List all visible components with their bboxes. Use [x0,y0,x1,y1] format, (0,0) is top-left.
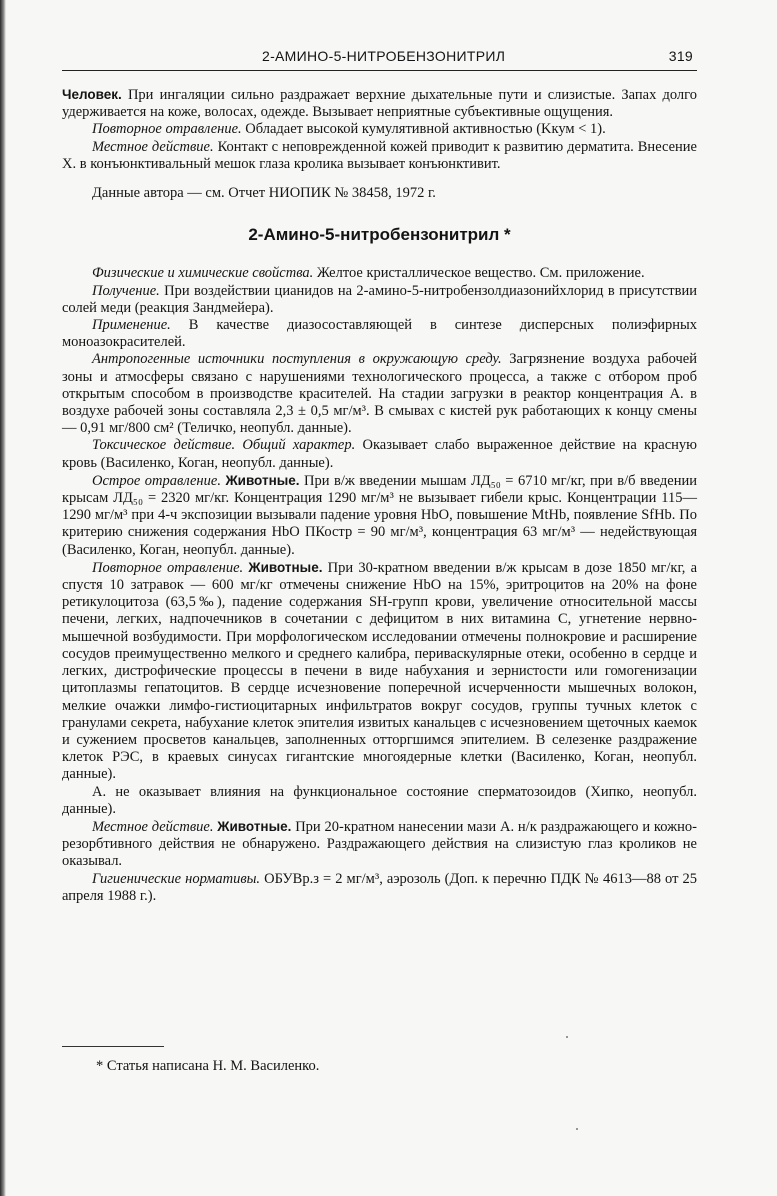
article-paragraph [62,265,697,282]
running-title: 2-АМИНО-5-НИТРОБЕНЗОНИТРИЛ [262,48,506,64]
human-paragraph [62,86,697,121]
paragraph-text: При в/ж введении мышам ЛД₅₀ = 6710 мг/кг, при в/б введении крысам ЛД₅₀ = 2320 мг/кг. Концентрация 1290 мг/м³ не вызывает гибели крыс. Концентрации 115—1290 мг/м³ при 4-ч экспозиции вызывали падение уровня HbO, повышение MtHb, появление SfHb. По критерию снижения содержания HbO ПКостр = 90 мг/м³, концентрация 63 мг/м³ — недействующая (Василенко, Коган, неопубл. данные). [62,472,697,558]
book-spine-shadow [0,0,6,1196]
article-paragraph [62,818,697,871]
repeated-text: Обладает высокой кумулятивной активностью (Kкум < 1). [245,121,606,138]
paragraph-text: В качестве диазосоставляющей в синтезе дисперсных полиэфирных моноазокрасителей. [62,317,698,351]
paragraph-subject: Животные. [248,559,323,575]
paragraph-text: При 30-кратном введении в/ж крысам в дозе 1850 мг/кг, а спустя 10 затравок — 600 мг/кг отмечены снижение HbO на 15%, эритроцитов на 20% на фоне ретикулоцитоза (63,5‰), падение содержания SH-групп крови, увеличение относительной массы печени, легких, надпочечников в сочетании с дефицитом в них витамина С, угнетение нервно-мышечной возбудимости. При морфологическом исследовании отмечены полнокровие и расширение сосудов преимущественно мелкого и среднего калибра, периваскулярные отеки, особенно в сердце и легких, дистрофические процессы в печени в виде набухания и зернистости или гомогенизации цитоплазмы гепатоцитов. В сердце исчезновение поперечной исчерченности мышечных волокон, мелкие очажки лимфо-гистиоцитарных инфильтратов вокруг сосудов, группы тучных клеток с гранулами секрета, набухание клеток эпителия извитых канальцев с исчезновением щеточных каемок и сужением просветов канальцев, заполненных отторгшимся эпителием. В селезенке раздражение клеток РЭС, в краевых синусах гигантские многоядерные клетки (Василенко, Коган, неопубл. данные). [62,559,698,783]
page-number: 319 [668,48,693,64]
paragraph-label: Повторное отравление. [92,559,244,576]
running-header [62,46,697,71]
scan-speck [576,1128,578,1130]
article-paragraph [62,472,697,559]
paragraph-text: Желтое кристаллическое вещество. См. приложение. [316,265,645,282]
article-paragraph [62,437,697,471]
paragraph-text: Загрязнение воздуха рабочей зоны и атмосферы связано с нарушениями технологического процесса, а также с отбором проб открытым способом в производстве красителей. На стадии загрузки в реактор концентрация А. в воздухе рабочей зоны составляла 2,3 ± 0,5 мг/м³. В смывах с кистей рук работающих к концу смены — 0,91 мг/800 см² (Теличко, неопубл. данные). [62,351,697,437]
article-paragraphs [62,265,697,905]
paragraph-text: Оказывает слабо выраженное действие на красную кровь (Василенко, Коган, неопубл. данные). [62,437,698,471]
paragraph-subject: Животные. [225,472,300,488]
article-paragraph [62,317,697,351]
scan-speck [566,1036,568,1038]
paragraph-text: А. не оказывает влияния на функциональное состояние сперматозоидов (Хипко, неопубл. данные). [62,783,697,817]
paragraph-label: Местное действие. [92,818,214,835]
paragraph-label: Физические и химические свойства. [92,265,314,282]
paragraph-label: Токсическое действие. Общий характер. [92,437,356,454]
page-body [62,86,697,905]
paragraph-label: Антропогенные источники поступления в окружающую среду. [92,351,502,368]
paragraph-text: ОБУВр.з = 2 мг/м³, аэрозоль (Доп. к перечню ПДК № 4613—88 от 25 апреля 1988 г.). [62,870,697,904]
article-title: 2-Амино-5-нитробензонитрил * [248,225,511,245]
paragraph-label: Гигиенические нормативы. [92,870,261,887]
article-paragraph [62,871,697,905]
paragraph-label: Острое отравление. [92,472,221,489]
repeated-poisoning-paragraph [62,121,697,138]
paragraph-text: При воздействии цианидов на 2-амино-5-нитробензолдиазонийхлорид в присутствии солей меди (реакция Зандмейера). [62,282,698,316]
repeated-label: Повторное отравление. [92,121,242,138]
article-paragraph [62,784,697,818]
paragraph-subject: Животные. [217,818,292,834]
article-paragraph [62,351,697,437]
paragraph-text: При 20-кратном нанесении мази А. н/к раздражающего и кожно-резорбтивного действия не обнаружено. Раздражающего действия на слизистую глаз кроликов не оказывал. [62,818,697,870]
local-action-paragraph [62,139,697,173]
paragraph-label: Применение. [92,317,171,334]
local-label: Местное действие. [92,138,214,155]
local-text: Контакт с неповрежденной кожей приводит к развитию дерматита. Внесение Х. в конъюнктивальный мешок глаза кролика вызывает конъюнктивит. [62,138,697,172]
footnote-rule [62,1046,164,1047]
footnote: * Статья написана Н. М. Василенко. [96,1058,320,1074]
article-paragraph [62,559,697,784]
author-reference: Данные автора — см. Отчет НИОПИК № 38458, 1972 г. [92,185,436,202]
paragraph-label: Получение. [92,282,160,299]
human-label: Человек. [62,87,122,102]
human-text: При ингаляции сильно раздражает верхние дыхательные пути и слизистые. Запах долго удерживается на коже, волосах, одежде. Вызывает неприятные субъективные ощущения. [62,87,698,121]
article-paragraph [62,283,697,317]
